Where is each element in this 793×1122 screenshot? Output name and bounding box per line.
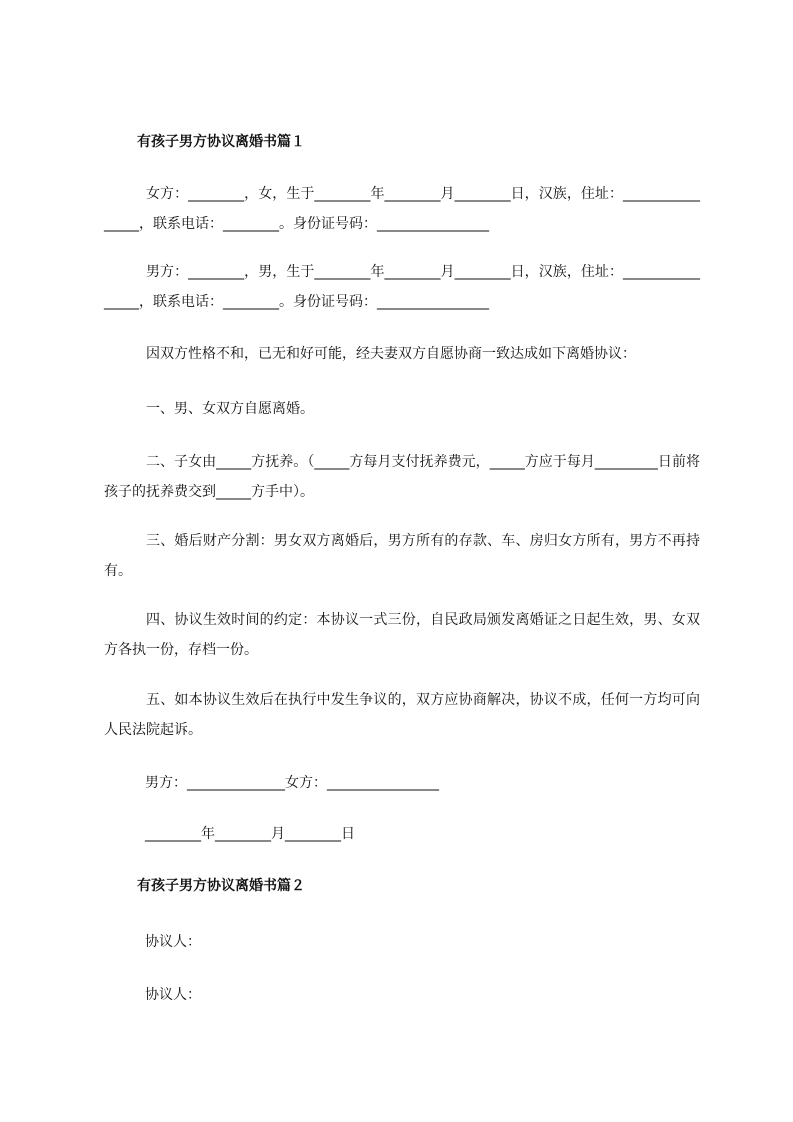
party-line-2: 协议人： [145,987,201,1003]
paragraph-clause-4: 四、协议生效时间的约定：本协议一式三份，自民政局颁发离婚证之日起生效，男、女双方各执一份，存档一份。 [104,612,700,658]
party-line-1: 协议人： [145,934,201,950]
paragraph-clause-5: 五、如本协议生效后在执行中发生争议的，双方应协商解决，协议不成，任何一方均可向人民法院起诉。 [104,692,700,738]
paragraph-female-party: 女方：________，女，生于________年________月________日，汉族，住址：________________，联系电话：________。身份证号码：________________ [104,186,700,232]
paragraph-preamble: 因双方性格不和，已无和好可能，经夫妻双方自愿协商一致达成如下离婚协议： [146,346,636,362]
signature-line: 男方：______________女方：________________ [145,775,439,791]
paragraph-clause-1: 一、男、女双方自愿离婚。 [146,401,314,417]
paragraph-clause-2: 二、子女由_____方抚养。（_____方每月支付抚养费元，_____方应于每月_________日前将孩子的抚养费交到_____方手中）。 [104,454,700,500]
paragraph-male-party: 男方：________，男，生于________年________月________日，汉族，住址：________________，联系电话：________。身份证号码：________________ [104,264,700,310]
section1-title: 有孩子男方协议离婚书篇１ [137,134,305,150]
paragraph-clause-3: 三、婚后财产分割：男女双方离婚后，男方所有的存款、车、房归女方所有，男方不再持有。 [104,533,700,579]
date-line: ________年________月________日 [145,826,355,842]
section2-title: 有孩子男方协议离婚书篇２ [137,878,305,894]
